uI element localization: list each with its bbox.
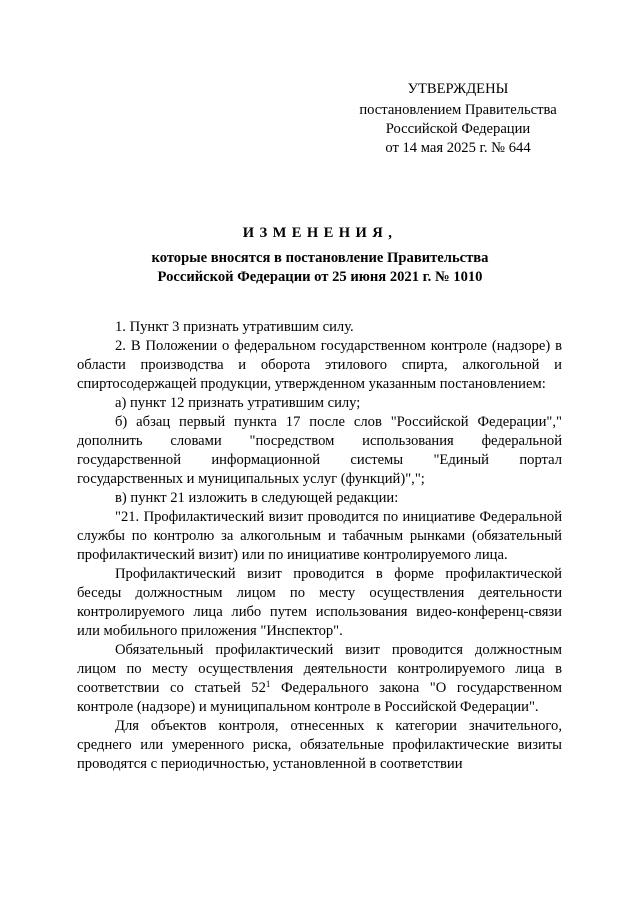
- paragraph-3: а) пункт 12 признать утратившим силу;: [115, 395, 361, 411]
- title-main: ИЗМЕНЕНИЯ,: [242, 225, 398, 241]
- approval-line-2: Российской Федерации: [385, 121, 531, 137]
- paragraph-8-superscript: 1: [265, 679, 271, 689]
- paragraph-7: Профилактический визит проводится в форме профилактической беседы должностным лицом по месту осуществления деятельности контролируемого лица либо путем использования видео-конференц-связи или мобильного приложения "Инспектор".: [77, 566, 562, 639]
- paragraph-8-text-start: Обязательный профилактический визит проводится должностным лицом по месту осуществления деятельности контролируемого лица в соответствии со статьей 52: [77, 642, 562, 696]
- title-subtitle-line-1: которые вносятся в постановление Правительства: [151, 250, 489, 266]
- title-subtitle-line-2: Российской Федерации от 25 июня 2021 г. № 1010: [157, 269, 483, 285]
- paragraph-6: "21. Профилактический визит проводится по инициативе Федеральной службы по контролю за алкогольным и табачным рынками (обязательный профилактический визит) или по инициативе контролируемого лица.: [77, 509, 562, 563]
- paragraph-1: 1. Пункт 3 признать утратившим силу.: [115, 319, 354, 335]
- paragraph-8-text-end: Федерального закона "О государственном контроле (надзоре) и муниципальном контроле в Российской Федерации".: [77, 680, 562, 715]
- approval-block: [340, 80, 576, 158]
- paragraph-4: б) абзац первый пункта 17 после слов "Российской Федерации"," дополнить словами "посредством использования федеральной государственной информационной системы "Единый портал государственных и муниципальных услуг (функций)",";: [77, 414, 562, 487]
- approval-line-3: от 14 мая 2025 г. № 644: [385, 140, 531, 156]
- paragraph-5: в) пункт 21 изложить в следующей редакции:: [115, 490, 399, 506]
- document-title: [0, 225, 640, 287]
- document-body: [77, 318, 562, 774]
- paragraph-2: 2. В Положении о федеральном государственном контроле (надзоре) в области производства и оборота этилового спирта, алкогольной и спиртосодержащей продукции, утвержденном указанным постановлением:: [77, 338, 562, 392]
- paragraph-9: Для объектов контроля, отнесенных к категории значительного, среднего или умеренного риска, обязательные профилактические визиты проводятся с периодичностью, установленной в соответствии: [77, 718, 562, 772]
- approval-line-1: постановлением Правительства: [359, 102, 557, 118]
- paragraph-8: [77, 641, 562, 717]
- approval-heading: УТВЕРЖДЕНЫ: [407, 81, 509, 97]
